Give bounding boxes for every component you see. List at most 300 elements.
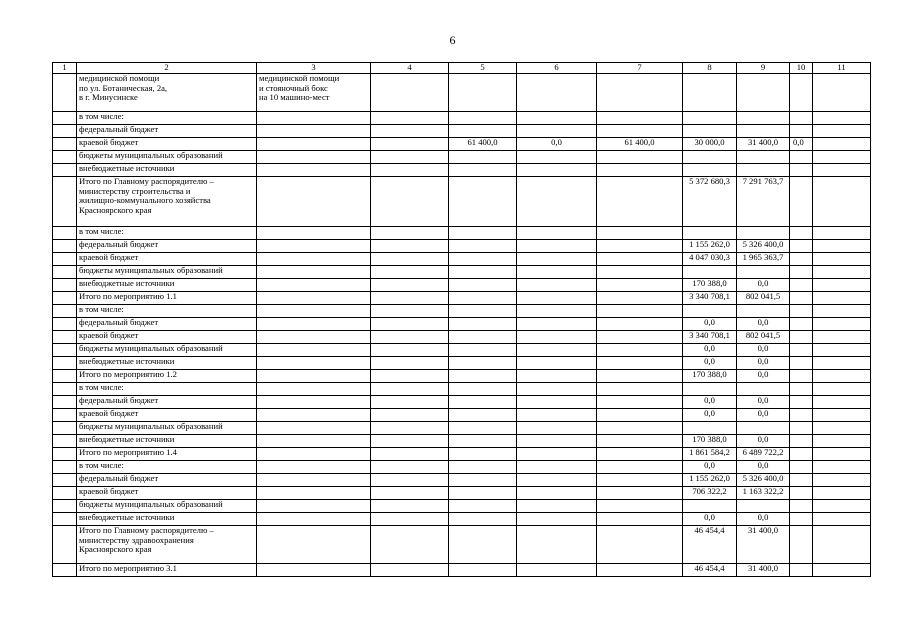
table-cell [371,474,449,487]
table-cell: 0,0 [737,279,790,292]
table-row [53,474,871,487]
table-cell: 0,0 [683,409,737,422]
table-cell [790,164,813,177]
table-cell [371,227,449,240]
table-cell [790,344,813,357]
table-cell [737,500,790,513]
table-cell [813,177,871,227]
table-cell [517,125,597,138]
table-cell [517,227,597,240]
table-cell [53,279,77,292]
table-cell [597,370,683,383]
table-cell: 0,0 [737,318,790,331]
table-cell [517,487,597,500]
table-cell [371,513,449,526]
table-cell [597,396,683,409]
table-cell [517,409,597,422]
row-label-cell: краевой бюджет [77,331,257,344]
table-cell [517,513,597,526]
row-label-cell: внебюджетные источники [77,164,257,177]
table-cell [371,500,449,513]
table-cell [371,266,449,279]
table-cell [53,409,77,422]
table-cell: 1 155 262,0 [683,474,737,487]
row-label-cell: краевой бюджет [77,409,257,422]
table-cell [449,474,517,487]
table-cell [53,138,77,151]
row-label-cell: бюджеты муниципальных образований [77,422,257,435]
table-cell [257,461,371,474]
table-cell [597,125,683,138]
page-number: 6 [449,33,456,47]
table-cell [597,448,683,461]
table-cell [449,564,517,577]
table-row [53,318,871,331]
table-cell [813,500,871,513]
table-cell [790,409,813,422]
table-cell [371,177,449,227]
table-row [53,461,871,474]
table-row [53,396,871,409]
table-cell [53,125,77,138]
table-cell [790,305,813,318]
table-cell [813,344,871,357]
table-cell [449,279,517,292]
table-cell [371,357,449,370]
table-cell [257,383,371,396]
table-cell [790,331,813,344]
table-cell [517,292,597,305]
table-row [53,331,871,344]
table-cell [449,177,517,227]
table-cell [257,138,371,151]
table-cell [813,331,871,344]
table-cell [597,318,683,331]
table-cell [813,292,871,305]
table-cell [597,344,683,357]
table-cell [813,112,871,125]
table-cell [449,292,517,305]
table-cell [257,125,371,138]
table-cell [257,318,371,331]
table-row [53,422,871,435]
table-cell [737,164,790,177]
table-cell: 0,0 [683,461,737,474]
table-cell [597,279,683,292]
row-label-cell: внебюджетные источники [77,357,257,370]
table-cell [257,409,371,422]
table-cell [449,344,517,357]
table-cell [371,409,449,422]
table-cell [790,487,813,500]
table-row [53,448,871,461]
table-row [53,526,871,564]
table-cell [449,164,517,177]
table-cell: 7 291 763,7 [737,177,790,227]
table-cell [257,500,371,513]
table-cell [683,383,737,396]
table-cell [597,526,683,564]
table-cell [53,227,77,240]
row-label-cell: федеральный бюджет [77,240,257,253]
table-cell [53,448,77,461]
table-cell [53,370,77,383]
row-label-cell: в том числе: [77,227,257,240]
table-cell: 31 400,0 [737,138,790,151]
table-cell [449,487,517,500]
table-cell [371,331,449,344]
table-cell [790,461,813,474]
table-row [53,279,871,292]
table-cell [371,383,449,396]
table-cell [517,435,597,448]
table-cell: 0,0 [737,461,790,474]
table-cell [371,448,449,461]
table-cell [597,513,683,526]
table-cell [597,112,683,125]
table-cell [371,422,449,435]
row-label-cell: в том числе: [77,383,257,396]
row-label-cell: Итого по мероприятию 1.4 [77,448,257,461]
table-cell [371,151,449,164]
table-cell [813,279,871,292]
table-cell [737,112,790,125]
table-cell [597,331,683,344]
table-cell [790,526,813,564]
table-cell [790,266,813,279]
table-cell: 0,0 [517,138,597,151]
table-row [53,292,871,305]
table-cell [449,448,517,461]
table-cell [53,292,77,305]
table-cell [53,474,77,487]
row-label-cell: краевой бюджет [77,138,257,151]
row-label-cell: бюджеты муниципальных образований [77,266,257,279]
table-cell [597,461,683,474]
row-label-cell: краевой бюджет [77,487,257,500]
table-cell [517,461,597,474]
table-cell [371,370,449,383]
table-cell [371,112,449,125]
table-cell [53,564,77,577]
table-cell [517,253,597,266]
row-label-cell: бюджеты муниципальных образований [77,500,257,513]
table-cell [683,125,737,138]
table-cell [517,240,597,253]
table-cell [53,526,77,564]
table-cell: 0,0 [683,357,737,370]
table-cell [449,513,517,526]
table-cell [790,448,813,461]
table-cell [790,422,813,435]
table-cell: 3 340 708,1 [683,331,737,344]
column-header-6: 6 [517,63,597,74]
table-cell [517,331,597,344]
table-cell: 706 322,2 [683,487,737,500]
table-cell: 0,0 [737,357,790,370]
table-cell [813,513,871,526]
table-cell [449,240,517,253]
table-row [53,138,871,151]
table-cell [813,487,871,500]
table-cell: 0,0 [737,513,790,526]
table-cell [53,305,77,318]
table-cell [813,266,871,279]
table-cell [257,448,371,461]
table-cell [790,357,813,370]
table-cell: 61 400,0 [449,138,517,151]
table-cell [371,461,449,474]
table-cell [737,125,790,138]
table-cell [53,112,77,125]
table-cell [371,435,449,448]
table-cell [371,292,449,305]
column-header-8: 8 [683,63,737,74]
table-cell [449,227,517,240]
table-cell [813,461,871,474]
table-cell [813,74,871,112]
table-cell [737,74,790,112]
table-cell [597,227,683,240]
table-cell [53,318,77,331]
table-cell [683,227,737,240]
table-cell [449,357,517,370]
table-cell [53,240,77,253]
table-cell [683,74,737,112]
table-cell [597,253,683,266]
table-cell [737,383,790,396]
table-cell: 31 400,0 [737,526,790,564]
row-label-cell: бюджеты муниципальных образований [77,151,257,164]
table-cell [517,422,597,435]
table-cell [790,370,813,383]
table-cell [790,112,813,125]
table-cell [257,487,371,500]
table-cell: 1 155 262,0 [683,240,737,253]
table-cell [257,435,371,448]
table-cell: 3 340 708,1 [683,292,737,305]
table-row [53,383,871,396]
table-cell [53,435,77,448]
table-cell [257,357,371,370]
table-cell [371,279,449,292]
table-cell [257,513,371,526]
table-cell [517,357,597,370]
table-cell [597,292,683,305]
row-label-cell: Итого по мероприятию 3.1 [77,564,257,577]
table-cell [790,125,813,138]
table-cell [597,357,683,370]
row-label-cell: бюджеты муниципальных образований [77,344,257,357]
table-cell: 46 454,4 [683,564,737,577]
table-row [53,305,871,318]
table-cell [517,266,597,279]
table-cell [371,253,449,266]
table-cell [790,513,813,526]
table-cell [813,227,871,240]
table-row [53,564,871,577]
table-cell [597,487,683,500]
table-cell: 30 000,0 [683,138,737,151]
row-label-cell: Итого по Главному распорядителю – министерству строительства и жилищно-коммунального хозяйства Красноярского края [77,177,257,227]
table-cell [597,474,683,487]
table-cell [597,564,683,577]
table-cell [790,279,813,292]
table-header-row [53,63,871,74]
table-cell [257,370,371,383]
table-cell [257,396,371,409]
table-cell [53,266,77,279]
table-cell [257,422,371,435]
table-cell [683,500,737,513]
table-cell [813,138,871,151]
table-cell [517,344,597,357]
table-row [53,74,871,112]
table-cell: 4 047 030,3 [683,253,737,266]
table-cell [449,266,517,279]
table-row [53,253,871,266]
table-cell [517,318,597,331]
table-cell [517,151,597,164]
table-cell [517,383,597,396]
table-cell [517,164,597,177]
table-cell [371,164,449,177]
table-cell [449,461,517,474]
table-cell [371,396,449,409]
table-cell [683,164,737,177]
table-row [53,344,871,357]
row-label-cell: Итого по Главному распорядителю – министерству здравоохранения Красноярского края [77,526,257,564]
table-cell [517,370,597,383]
table-cell [517,564,597,577]
table-cell: 46 454,4 [683,526,737,564]
row-label-cell: внебюджетные источники [77,435,257,448]
table-cell [53,344,77,357]
row-label-cell: федеральный бюджет [77,125,257,138]
table-cell [257,292,371,305]
table-cell [813,125,871,138]
row-label-cell: краевой бюджет [77,253,257,266]
table-cell [53,422,77,435]
table-cell [53,164,77,177]
row-label-cell: в том числе: [77,305,257,318]
table-cell [597,177,683,227]
table-cell [257,227,371,240]
table-row [53,240,871,253]
table-cell: 0,0 [683,344,737,357]
table-cell [53,177,77,227]
table-cell [813,164,871,177]
table-cell [813,435,871,448]
table-cell [790,240,813,253]
table-cell [790,474,813,487]
column-header-3: 3 [257,63,371,74]
table-cell [813,396,871,409]
table-cell [813,564,871,577]
table-cell [683,151,737,164]
column-header-10: 10 [790,63,813,74]
table-cell [813,409,871,422]
table-cell [597,305,683,318]
table-cell [790,500,813,513]
table-cell [790,396,813,409]
row-label-cell: Итого по мероприятию 1.1 [77,292,257,305]
table-cell [53,396,77,409]
column-header-7: 7 [597,63,683,74]
table-cell [790,564,813,577]
table-cell [371,526,449,564]
table-cell: медицинской помощи и стояночный бокс на 10 машино-мест [257,74,371,112]
table-cell [257,151,371,164]
table-cell [813,422,871,435]
table-cell: 61 400,0 [597,138,683,151]
table-cell [371,344,449,357]
column-header-11: 11 [813,63,871,74]
table-cell [53,253,77,266]
table-cell [449,370,517,383]
table-cell [449,331,517,344]
table-cell [257,564,371,577]
table-cell [371,305,449,318]
table-cell [449,125,517,138]
table-cell [517,112,597,125]
table-cell [257,177,371,227]
table-cell [790,383,813,396]
table-cell [813,383,871,396]
table-cell: 1 163 322,2 [737,487,790,500]
table-cell [683,112,737,125]
table-cell [790,253,813,266]
table-row [53,500,871,513]
table-cell: 802 041,5 [737,292,790,305]
table-cell: 0,0 [737,435,790,448]
table-cell [449,318,517,331]
column-header-9: 9 [737,63,790,74]
table-cell [517,474,597,487]
table-cell: 802 041,5 [737,331,790,344]
table-cell [597,500,683,513]
table-cell: 0,0 [790,138,813,151]
table-cell [449,305,517,318]
table-cell [449,500,517,513]
table-cell [597,164,683,177]
table-cell [53,487,77,500]
row-label-cell: федеральный бюджет [77,318,257,331]
table-cell: 170 388,0 [683,435,737,448]
table-cell [517,500,597,513]
table-cell [371,318,449,331]
table-cell: 5 326 400,0 [737,240,790,253]
column-header-1: 1 [53,63,77,74]
table-cell: 0,0 [683,396,737,409]
table-cell: 0,0 [737,344,790,357]
table-cell: 31 400,0 [737,564,790,577]
row-label-cell: в том числе: [77,112,257,125]
table-cell [737,305,790,318]
table-row [53,177,871,227]
table-cell: 5 372 680,3 [683,177,737,227]
table-cell: 0,0 [737,370,790,383]
table-row [53,227,871,240]
table-row [53,487,871,500]
table-cell [257,305,371,318]
table-cell [257,112,371,125]
table-cell [813,357,871,370]
table-cell [257,240,371,253]
table-cell [53,357,77,370]
table-cell [813,526,871,564]
table-cell [371,74,449,112]
